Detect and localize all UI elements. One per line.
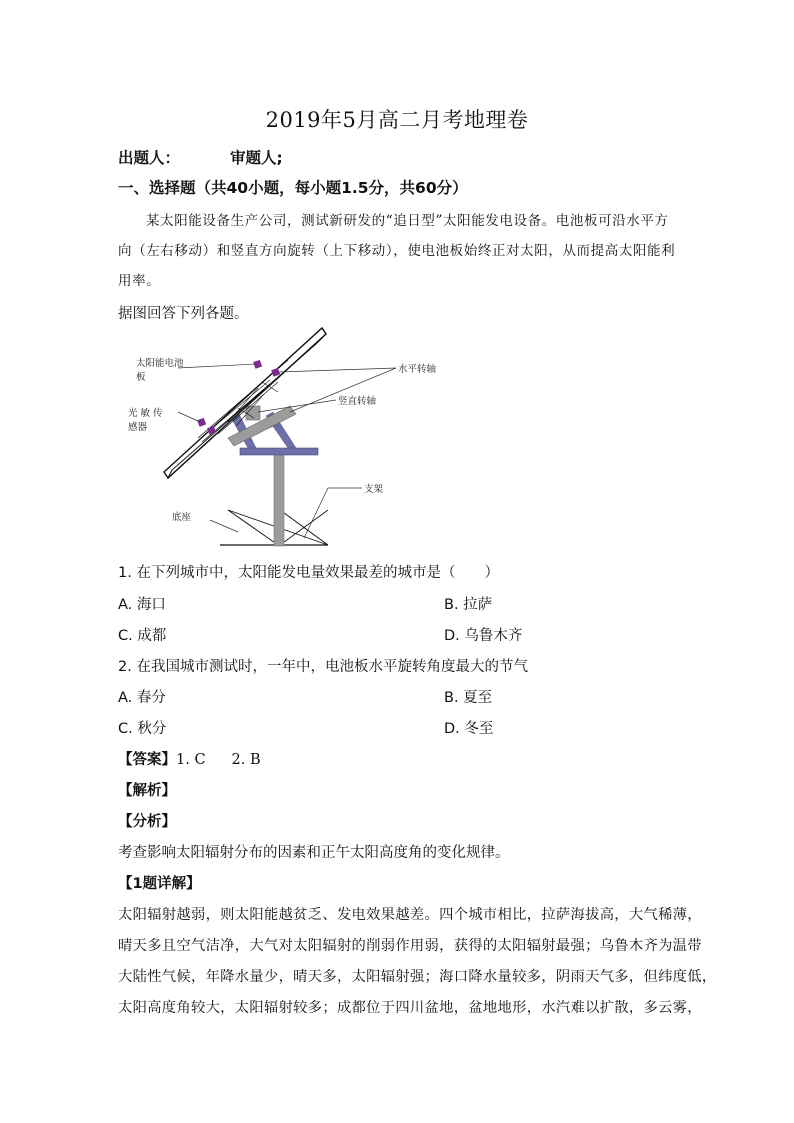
solar-tracker-figure <box>128 320 458 552</box>
q2-option-d: D. 冬至 <box>444 721 494 737</box>
answer-q1: 1. C <box>176 752 206 768</box>
instruction-text: 据图回答下列各题。 <box>118 306 249 322</box>
q2-option-c: C. 秋分 <box>118 721 167 737</box>
q2-option-b: B. 夏至 <box>444 690 493 706</box>
detail-label: 【1题详解】 <box>118 876 201 892</box>
authors-line <box>118 146 698 168</box>
label-sensor-line1: 光 敏 传 <box>128 408 163 419</box>
solar-panel <box>164 328 326 478</box>
answer-line <box>118 748 698 769</box>
label-bracket: 支架 <box>364 484 384 495</box>
support-platform <box>240 448 318 455</box>
question-1-stem: 1. 在下列城市中，太阳能发电量效果最差的城市是（ ） <box>118 565 499 581</box>
q1-option-a: A. 海口 <box>118 597 166 613</box>
reviewer-label: 审题人; <box>230 149 283 167</box>
answer-label: 【答案】 <box>118 752 176 768</box>
label-vertical-axis: 竖直转轴 <box>338 396 377 407</box>
detail-line-4: 太阳高度角较大，太阳辐射较多；成都位于四川盆地，盆地地形，水汽难以扩散，多云雾， <box>118 1000 702 1016</box>
solar-tracker-diagram <box>128 320 458 552</box>
q1-option-b: B. 拉萨 <box>444 597 493 613</box>
label-panel-line1: 太阳能电池 <box>136 358 184 369</box>
detail-line-3: 大陆性气候，年降水量少，晴天多，太阳辐射强；海口降水量较多，阴雨天气多，但纬度低， <box>118 969 717 985</box>
label-horizontal-axis: 水平转轴 <box>398 364 437 375</box>
q1-option-d: D. 乌鲁木齐 <box>444 628 523 644</box>
detail-line-2: 晴天多且空气洁净，大气对太阳辐射的削弱作用弱，获得的太阳辐射最强；乌鲁木齐为温带 <box>118 938 702 954</box>
material-line-2: 向（左右移动）和竖直方向旋转（上下移动），使电池板始终正对太阳，从而提高太阳能利 <box>118 243 676 259</box>
detail-line-1: 太阳辐射越弱，则太阳能越贫乏、发电效果越差。四个城市相比，拉萨海拔高，大气稀薄， <box>118 907 702 923</box>
label-base: 底座 <box>172 512 192 523</box>
support-pole <box>274 450 284 546</box>
question-2-stem: 2. 在我国城市测试时，一年中，电池板水平旋转角度最大的节气 <box>118 659 528 675</box>
analysis-label: 【解析】 <box>118 783 176 799</box>
label-sensor-line2: 感器 <box>128 422 148 433</box>
section-heading: 一、选择题（共40小题，每小题1.5分，共60分） <box>118 179 468 197</box>
fenxi-label: 【分析】 <box>118 814 176 830</box>
answer-q2: 2. B <box>231 752 261 768</box>
material-line-1: 某太阳能设备生产公司，测试新研发的“追日型”太阳能发电设备。电池板可沿水平方 <box>146 213 669 229</box>
page-title: 2019年5月高二月考地理卷 <box>265 108 529 132</box>
q2-option-a: A. 春分 <box>118 690 166 706</box>
q1-option-c: C. 成都 <box>118 628 167 644</box>
setter-label: 出题人： <box>118 149 181 167</box>
label-panel-line2: 板 <box>136 372 146 383</box>
material-line-3: 用率。 <box>118 273 161 289</box>
fenxi-text: 考查影响太阳辐射分布的因素和正午太阳高度角的变化规律。 <box>118 845 510 861</box>
